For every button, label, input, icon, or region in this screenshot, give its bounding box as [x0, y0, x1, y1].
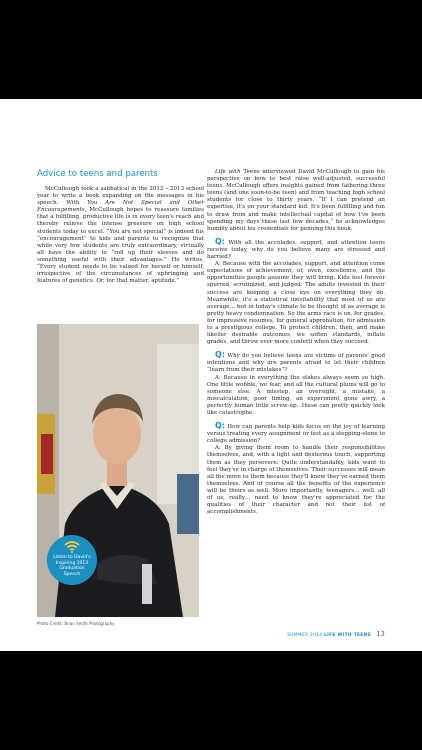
intro-paragraph — [37, 186, 204, 285]
footer-season: SUMMER 2014 — [287, 633, 323, 638]
publication-name: Life with Teens — [215, 169, 260, 175]
author-photo — [37, 324, 199, 617]
footer-magazine: LIFE WITH TEENS — [324, 633, 372, 638]
magazine-page — [0, 99, 422, 651]
wifi-icon — [64, 541, 80, 553]
question-1 — [207, 238, 385, 261]
qa-item-3 — [207, 422, 385, 516]
question-mark-label: Q: — [215, 350, 225, 360]
question-mark-label: Q: — [215, 421, 225, 431]
answer-3: A: By giving them room to handle their responsibilities themselves, and, with a light and dexterous touch, supporting them as they persevere. Quite understandably, kids want to feel they're in charge of themselves. Their successes will mean all the more to them because they'll know they've earned them themselves. And of course all the benefits of the experience will be theirs as well. More importantly, teenagers… well, all of us, really… need to know they're appreciated for the qualities of their character and not their list of accomplishments. — [207, 445, 385, 516]
question-mark-label: Q: — [215, 236, 225, 246]
question-text: Why do you believe teens are victims of parents' good intentions and why are parents afraid to let their children “learn from their mistakes”? — [207, 353, 385, 374]
section-heading: Advice to teens and parents — [37, 169, 158, 179]
page-footer — [287, 631, 385, 638]
page-number: 13 — [376, 631, 385, 638]
question-3 — [207, 422, 385, 445]
book-title: You Are Not Special and Other Encouragements — [37, 200, 204, 214]
left-column — [37, 169, 204, 285]
question-text: How can parents help kids focus on the joy of learning versus treating every assignment or test as a stepping-stone to college admission? — [207, 424, 386, 445]
right-column — [207, 169, 385, 516]
answer-2: A: Because in everything the stakes always seem so high. One little wobble, we fear, and all the cultural plums will go to someone else. A misstep, an oversight, a mistake, a miscalculation, poor timing, an experiment gone awry, a perfectly human little screw-up…these can pretty quickly look like catastrophe. — [207, 374, 385, 416]
answer-1: A: Because with the accolades, support, and attention come expectations of achievement, of, even, excellence, and the opportunities people assume they will bring. Kids feel forever spurred, scrutinized, and judged. The adults invested in their success are keeping a close eye on everything they do. Meanwhile, it's a statistical inevitability that most of us are average… but in today's climate to be thought of as average is pretty heavy condemnation. So the arms race is on, for grades, for impressive resumes, for general approbation, for admission to a prestigious college. To protect children, then, and make likelier desirable outcomes, we soften standards, inflate grades, and throw ever more confetti when they succeed. — [207, 261, 386, 346]
intro-text-part1: McCullough took a sabbatical in the 2012 – 2013 school year to write a book expanding on the messages in his speech. With — [37, 186, 204, 207]
photo-credit: Photo Credit: Brian Smith Photography — [37, 621, 115, 626]
qa-item-2 — [207, 351, 385, 417]
intro-text-part2: , McCullough hopes to reassure families that a fulfilling, productive life is in every teen's reach and thereby relieve the intense pressure on high school students today to excel. “You are not special” is indeed his “encouragement” to kids and parents to recognize that while very few students are truly extraordinary, virtually all have the ability to “roll up their sleeves and do something useful with their advantages.” He writes, “Every student needs to be valued for herself or himself, irrespective of the circumstances of upbringing and features of genetics. Or, for that matter, aptitude.” — [37, 207, 204, 285]
question-text: With all the accolades, support, and attention teens receive today, why do you believe many are stressed and harried? — [207, 239, 386, 261]
interview-intro-text: interviewed David McCullough to gain his perspective on how to best raise well-adjusted, successful teens. McCullough offers insights gained from fathering three teens (and one soon-to-be teen) and from teaching high school students for close to thirty years. “If I can pretend an expertise, it's on your standard kid. It's been fulfilling and fun to draw from and make intellectual capital of how I've been spending my days these last few decades,” he acknowledges humbly about his credentials for penning this book. — [207, 169, 385, 232]
listen-speech-badge[interactable] — [47, 535, 97, 585]
listen-badge-text: Listen to David's Inspiring 2013 Graduation Speech — [53, 555, 91, 577]
qa-item-1 — [207, 238, 385, 346]
interview-intro — [207, 169, 385, 233]
question-2 — [207, 351, 385, 374]
